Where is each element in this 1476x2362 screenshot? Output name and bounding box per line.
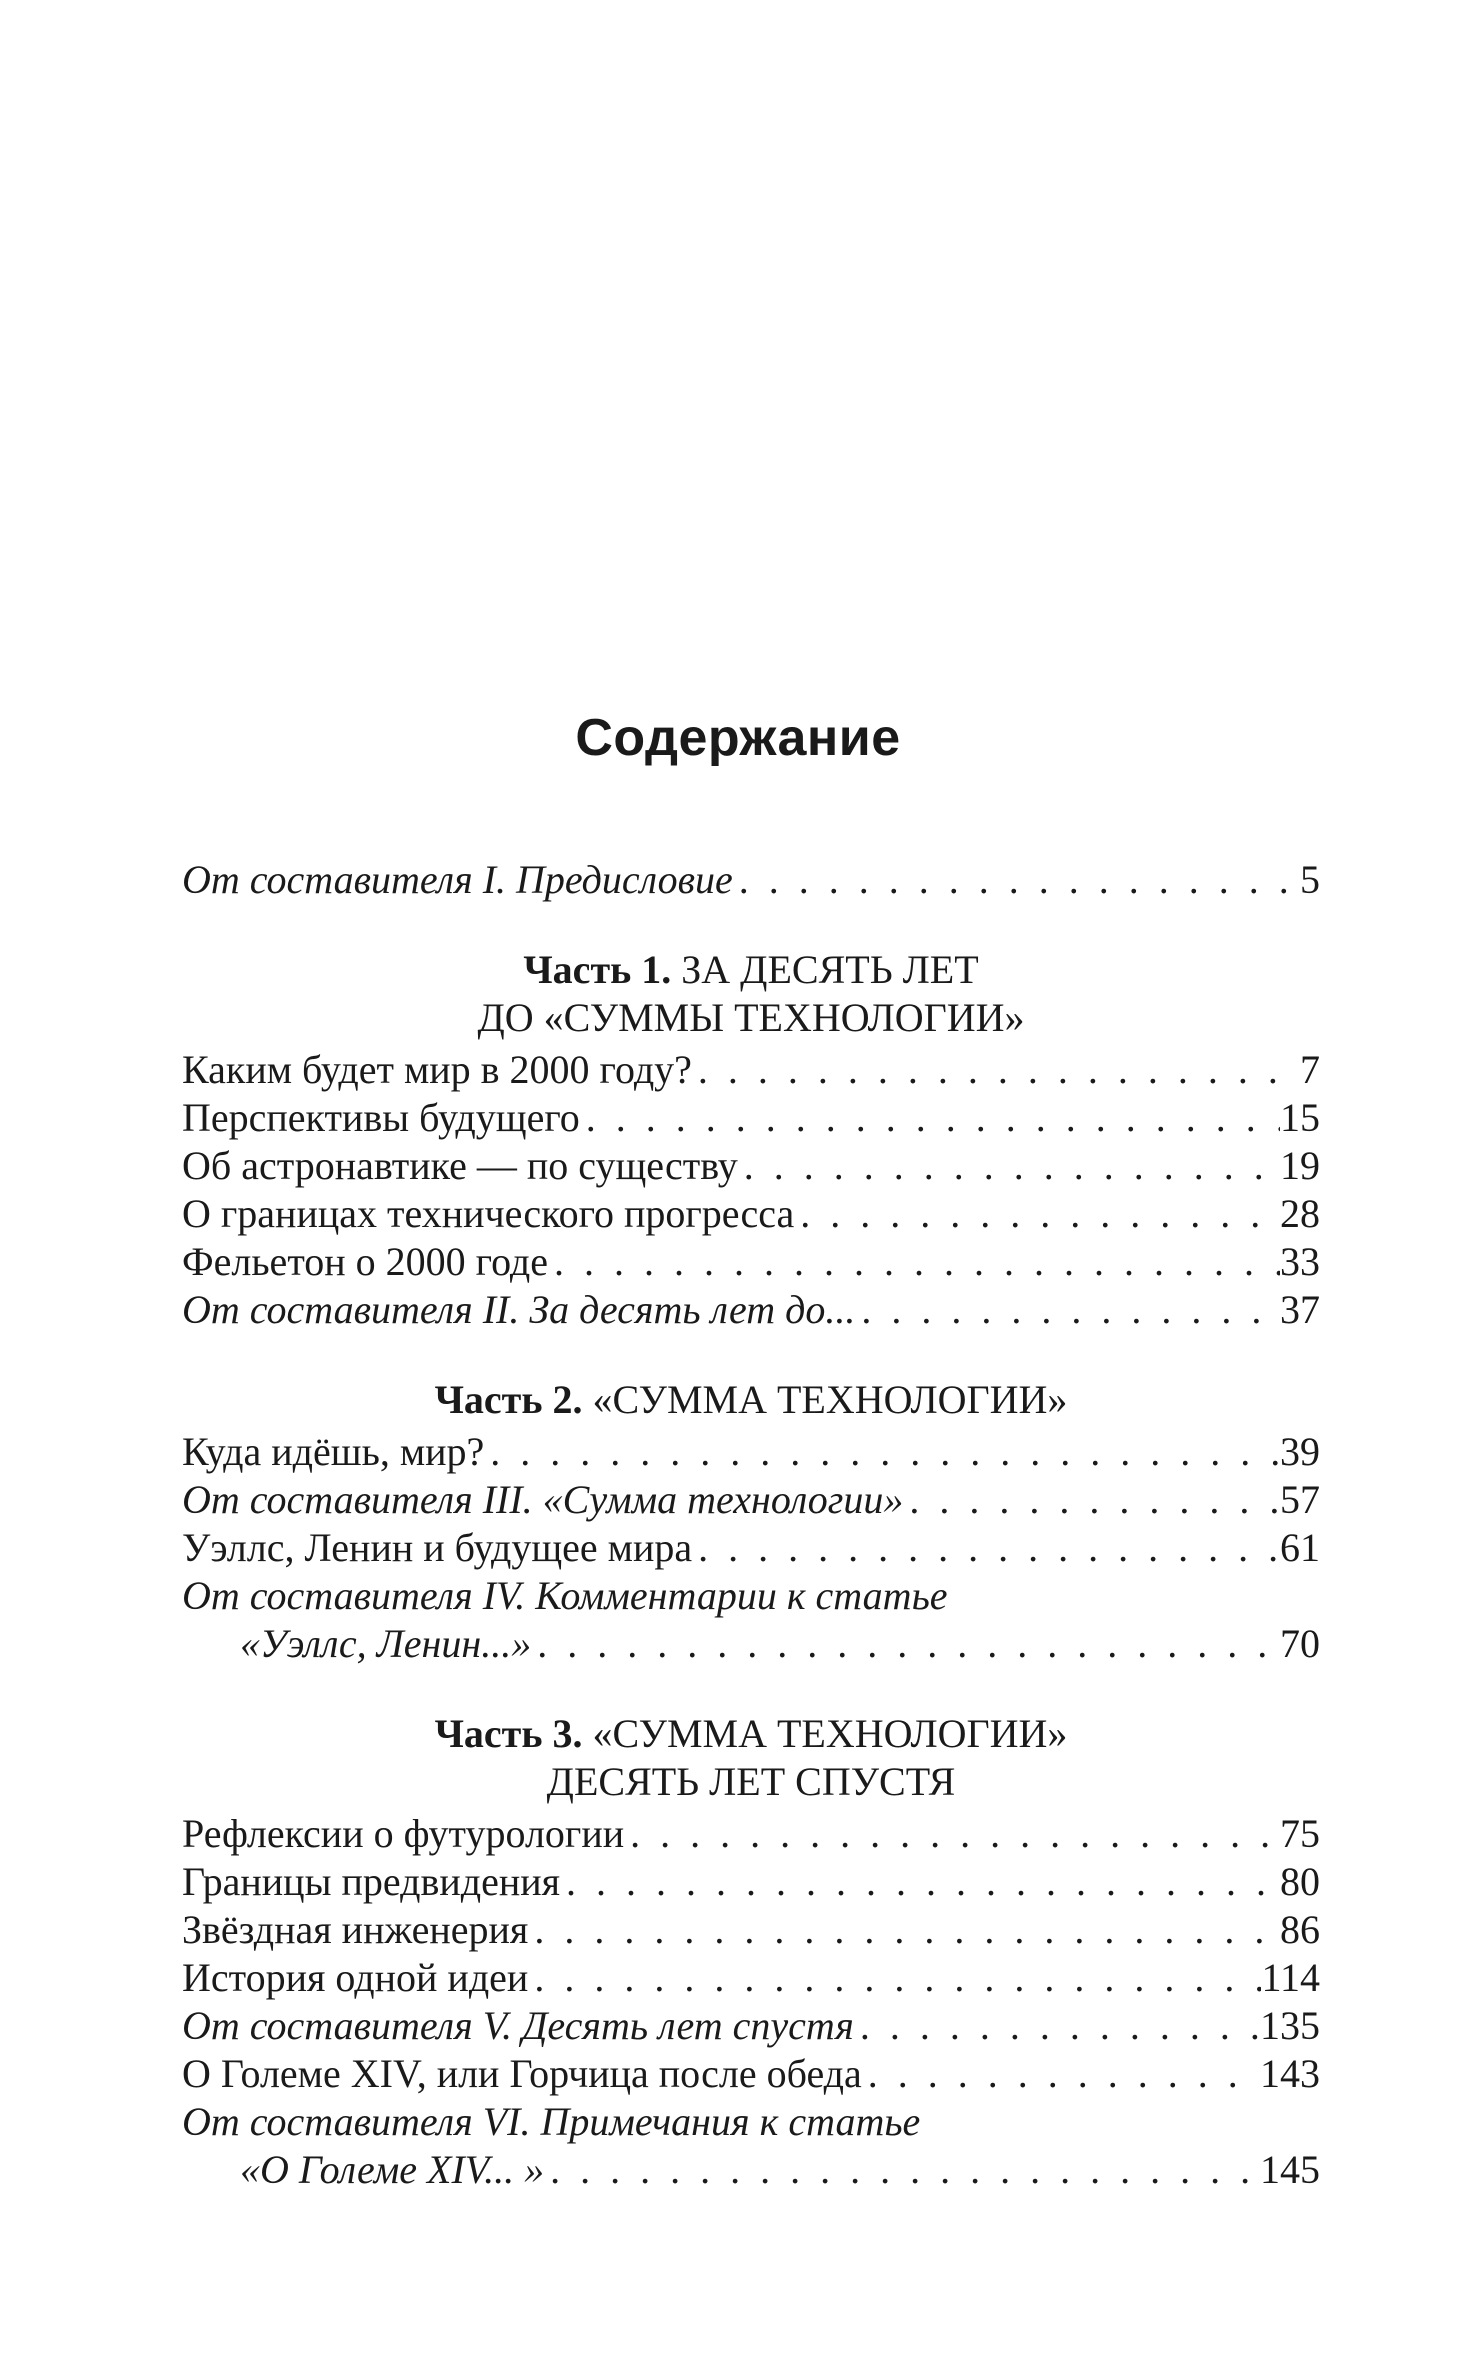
toc-entry[interactable] bbox=[182, 1476, 1320, 1524]
leader-dots bbox=[624, 1810, 1280, 1858]
toc-entry-title: От составителя V. Десять лет спустя bbox=[182, 2003, 854, 2048]
part-label: Часть 3. bbox=[434, 1711, 583, 1756]
leader-dots bbox=[484, 1428, 1280, 1476]
leader-dots bbox=[528, 1906, 1280, 1954]
toc-entry-page: 57 bbox=[1280, 1477, 1320, 1522]
toc-entry-title-line1: От составителя VI. Примечания к статье bbox=[182, 2099, 921, 2144]
toc-entry-page: 80 bbox=[1280, 1859, 1320, 1904]
toc-entry-title-line1: От составителя IV. Комментарии к статье bbox=[182, 1573, 948, 1618]
toc-entry[interactable] bbox=[182, 856, 1320, 904]
toc-entry-title: От составителя III. «Сумма технологии» bbox=[182, 1477, 904, 1522]
leader-dots bbox=[854, 2002, 1260, 2050]
part-title-line1: «СУММА ТЕХНОЛОГИИ» bbox=[582, 1377, 1068, 1422]
part-title-line1: ЗА ДЕСЯТЬ ЛЕТ bbox=[671, 947, 979, 992]
toc-entry bbox=[182, 1620, 1320, 1668]
part-label: Часть 2. bbox=[434, 1377, 583, 1422]
toc-entry[interactable] bbox=[182, 1238, 1320, 1286]
toc-entry-title: Об астронавтике — по существу bbox=[182, 1143, 738, 1188]
toc-entry-title: Куда идёшь, мир? bbox=[182, 1429, 485, 1474]
toc-entry-page: 75 bbox=[1280, 1811, 1320, 1856]
toc-entry-page: 61 bbox=[1280, 1525, 1320, 1570]
part-title-line2: ДО «СУММЫ ТЕХНОЛОГИИ» bbox=[477, 995, 1025, 1040]
leader-dots bbox=[862, 2050, 1260, 2098]
leader-dots bbox=[528, 1954, 1261, 2002]
toc-entry[interactable] bbox=[182, 2002, 1320, 2050]
toc-entry-title: От составителя II. За десять лет до... bbox=[182, 1287, 856, 1332]
toc-entry-page: 135 bbox=[1260, 2003, 1320, 2048]
toc-entry[interactable] bbox=[182, 1046, 1320, 1094]
toc-entry-page: 145 bbox=[1260, 2147, 1320, 2192]
toc-entry-title: История одной идеи bbox=[182, 1955, 529, 2000]
table-of-contents bbox=[182, 856, 1320, 2194]
toc-entry-title: От составителя I. Предисловие bbox=[182, 857, 733, 902]
toc-entry-page: 114 bbox=[1261, 1955, 1320, 2000]
toc-entry-page: 28 bbox=[1280, 1191, 1320, 1236]
leader-dots bbox=[580, 1094, 1280, 1142]
toc-entry-page: 86 bbox=[1280, 1907, 1320, 1952]
leader-dots bbox=[544, 2146, 1260, 2194]
leader-dots bbox=[692, 1524, 1280, 1572]
leader-dots bbox=[733, 856, 1300, 904]
toc-entry[interactable] bbox=[182, 1810, 1320, 1858]
toc-entry-title: Границы предвидения bbox=[182, 1859, 561, 1904]
toc-entry-page: 33 bbox=[1280, 1239, 1320, 1284]
toc-entry-title: Каким будет мир в 2000 году? bbox=[182, 1047, 692, 1092]
leader-dots bbox=[692, 1046, 1300, 1094]
toc-entry-title: О границах технического прогресса bbox=[182, 1191, 795, 1236]
toc-entry-page: 7 bbox=[1300, 1047, 1320, 1092]
part-title-line2: ДЕСЯТЬ ЛЕТ СПУСТЯ bbox=[546, 1759, 956, 1804]
part-label: Часть 1. bbox=[523, 947, 672, 992]
toc-entry-page: 39 bbox=[1280, 1429, 1320, 1474]
toc-entry[interactable] bbox=[182, 2050, 1320, 2098]
toc-entry-title: Перспективы будущего bbox=[182, 1095, 580, 1140]
toc-entry-title: Рефлексии о футурологии bbox=[182, 1811, 625, 1856]
toc-entry-multiline[interactable] bbox=[182, 1572, 1320, 1668]
leader-dots bbox=[794, 1190, 1280, 1238]
leader-dots bbox=[531, 1620, 1280, 1668]
toc-entry-page: 70 bbox=[1280, 1621, 1320, 1666]
leader-dots bbox=[855, 1286, 1280, 1334]
page-title: Содержание bbox=[575, 709, 901, 767]
toc-entry[interactable] bbox=[182, 1858, 1320, 1906]
toc-entry bbox=[182, 2146, 1320, 2194]
toc-entry-title-line2: «О Големе XIV... » bbox=[240, 2147, 545, 2192]
leader-dots bbox=[548, 1238, 1280, 1286]
part-title-line1: «СУММА ТЕХНОЛОГИИ» bbox=[582, 1711, 1068, 1756]
part-heading bbox=[182, 1376, 1320, 1424]
toc-entry[interactable] bbox=[182, 1954, 1320, 2002]
part-heading bbox=[182, 1710, 1320, 1806]
toc-entry-title: Фельетон о 2000 годе bbox=[182, 1239, 549, 1284]
toc-entry-page: 15 bbox=[1280, 1095, 1320, 1140]
part-heading bbox=[182, 946, 1320, 1042]
toc-entry[interactable] bbox=[182, 1524, 1320, 1572]
toc-entry[interactable] bbox=[182, 1190, 1320, 1238]
leader-dots bbox=[738, 1142, 1280, 1190]
toc-entry-page: 143 bbox=[1260, 2051, 1320, 2096]
toc-entry-multiline[interactable] bbox=[182, 2098, 1320, 2194]
toc-entry[interactable] bbox=[182, 1906, 1320, 1954]
leader-dots bbox=[903, 1476, 1280, 1524]
toc-entry-page: 5 bbox=[1300, 857, 1320, 902]
toc-entry[interactable] bbox=[182, 1286, 1320, 1334]
toc-entry-title: Звёздная инженерия bbox=[182, 1907, 529, 1952]
toc-entry-page: 37 bbox=[1280, 1287, 1320, 1332]
toc-entry[interactable] bbox=[182, 1428, 1320, 1476]
toc-entry-title-line2: «Уэллс, Ленин...» bbox=[240, 1621, 532, 1666]
toc-entry[interactable] bbox=[182, 1094, 1320, 1142]
leader-dots bbox=[560, 1858, 1280, 1906]
toc-entry-title: Уэллс, Ленин и будущее мира bbox=[182, 1525, 693, 1570]
toc-entry-title: О Големе XIV, или Горчица после обеда bbox=[182, 2051, 862, 2096]
toc-entry-page: 19 bbox=[1280, 1143, 1320, 1188]
toc-entry[interactable] bbox=[182, 1142, 1320, 1190]
